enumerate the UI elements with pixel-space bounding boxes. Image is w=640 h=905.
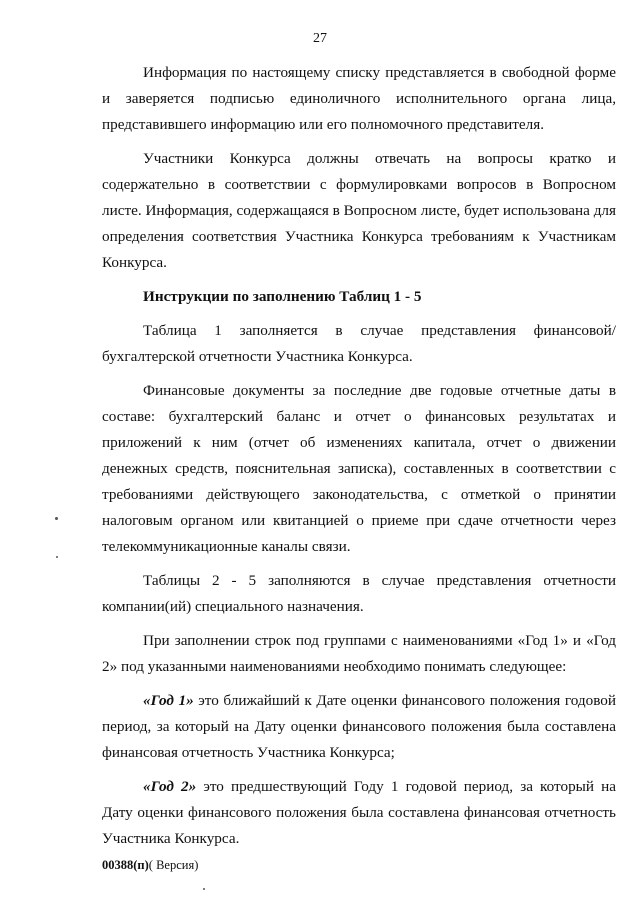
scan-speck [203, 888, 205, 890]
page-number: 27 [313, 31, 327, 46]
paragraph-table-1: Таблица 1 заполняется в случае представления финансовой/бухгалтерской отчетности Участника Конкурса. [102, 322, 616, 365]
term-year-2: «Год 2» [143, 778, 197, 795]
definition-year-2: это предшествующий Году 1 годовой период, за который на Дату оценки финансового положения была составлена финансовая отчетность Участника Конкурса. [102, 778, 616, 847]
paragraph-year-groups: При заполнении строк под группами с наименованиями «Год 1» и «Год 2» под указанными наименованиями необходимо понимать следующее: [102, 632, 616, 675]
document-body [102, 60, 616, 860]
paragraph-year-2 [102, 774, 616, 852]
term-year-1: «Год 1» [143, 692, 194, 709]
paragraph-tables-2-5: Таблицы 2 - 5 заполняются в случае представления отчетности компании(ий) специального назначения. [102, 572, 616, 615]
definition-year-1: это ближайший к Дате оценки финансового положения годовой период, за который на Дату оценки финансового положения была составлена финансовая отчетность Участника Конкурса; [102, 692, 616, 761]
footer [102, 858, 198, 873]
document-version: ( Версия) [148, 858, 199, 872]
paragraph-year-1 [102, 688, 616, 766]
scan-speck [55, 517, 58, 520]
scan-speck [56, 556, 58, 558]
paragraph-participants: Участники Конкурса должны отвечать на вопросы кратко и содержательно в соответствии с формулировками вопросов в Вопросном листе. Информация, содержащаяся в Вопросном листе, будет использована для определения соответствия Участника Конкурса требованиям к Участникам Конкурса. [102, 150, 616, 271]
paragraph-financial-documents: Финансовые документы за последние две годовые отчетные даты в составе: бухгалтерский баланс и отчет о финансовых результатах и приложений к ним (отчет об изменениях капитала, отчет о движении денежных средств, пояснительная записка), составленных в соответствии с требованиями действующего законодательства, с отметкой о принятии налоговым органом или квитанцией о приеме при сдаче отчетности через телекоммуникационные каналы связи. [102, 382, 616, 555]
document-code: 00388(п) [102, 858, 149, 872]
paragraph-list-info: Информация по настоящему списку представляется в свободной форме и заверяется подписью единоличного исполнительного органа лица, представившего информацию или его полномочного представителя. [102, 64, 616, 133]
section-heading: Инструкции по заполнению Таблиц 1 - 5 [143, 288, 422, 305]
